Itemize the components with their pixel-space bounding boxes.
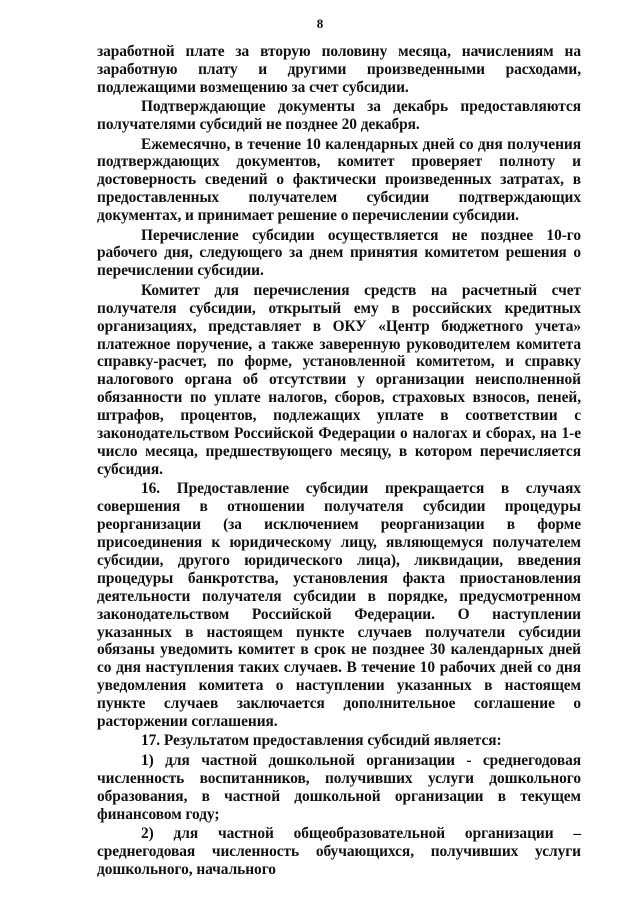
paragraph-clause-17-item-1: 1) для частной дошкольной организации - среднегодовая численность воспитанников, получивших услуги дошкольного образования, в частной дошкольной организации в текущем финансовом году; — [97, 751, 581, 823]
paragraph-clause-17-item-2: 2) для частной общеобразовательной организации – среднегодовая численность обучающихся, получивших услуги дошкольного, начального — [97, 824, 581, 878]
paragraph-clause-17: 17. Результатом предоставления субсидий является: — [141, 732, 502, 750]
paragraph-payment-order: Комитет для перечисления средств на расчетный счет получателя субсидии, открытый ему в российских кредитных организациях, представляет в ОКУ «Центр бюджетного учета» платежное поручение, а также заверенную руководителем комитета справку-расчет, по форме, установленной комитетом, и справку налогового органа об отсутствии у организации неисполненной обязанности по уплате налогов, сборов, страховых взносов, пеней, штрафов, процентов, подлежащих уплате в соответствии с законодательством Российской Федерации о налогах и сборах, на 1-е число месяца, предшествующего месяцу, в котором перечисляется субсидия. — [97, 281, 581, 478]
page-number: 8 — [316, 16, 324, 31]
paragraph-continuation: заработной плате за вторую половину месяца, начислениям на заработную плату и другими произведенными расходами, подлежащими возмещению за счет субсидии. — [97, 43, 581, 96]
paragraph-monthly-check: Ежемесячно, в течение 10 календарных дней со дня получения подтверждающих документов, комитет проверяет полноту и достоверность сведений о фактически произведенных затратах, в предоставленных получателем субсидии подтверждающих документах, и принимает решение о перечислении субсидии. — [97, 135, 581, 225]
paragraph-transfer-deadline: Перечисление субсидии осуществляется не позднее 10-го рабочего дня, следующего за днем принятия комитетом решения о перечислении субсидии. — [97, 226, 581, 280]
paragraph-clause-16: 16. Предоставление субсидии прекращается в случаях совершения в отношении получателя субсидии процедуры реорганизации (за исключением реорганизации в форме присоединения к юридическому лицу, являющемуся получателем субсидии, другого юридического лица), ликвидации, введения процедуры банкротства, установления факта приостановления деятельности получателя субсидии в порядке, предусмотренном законодательством Российской Федерации. О наступлении указанных в настоящем пункте случаев получатели субсидии обязаны уведомить комитет в срок не позднее 30 календарных дней со дня наступления таких случаев. В течение 10 рабочих дней со дня уведомления комитета о наступлении указанных в настоящем пункте случаев заключается дополнительное соглашение о расторжении соглашения. — [97, 480, 581, 731]
document-body — [97, 43, 581, 880]
paragraph-december-documents: Подтверждающие документы за декабрь предоставляются получателями субсидий не позднее 20 декабря. — [97, 98, 581, 134]
